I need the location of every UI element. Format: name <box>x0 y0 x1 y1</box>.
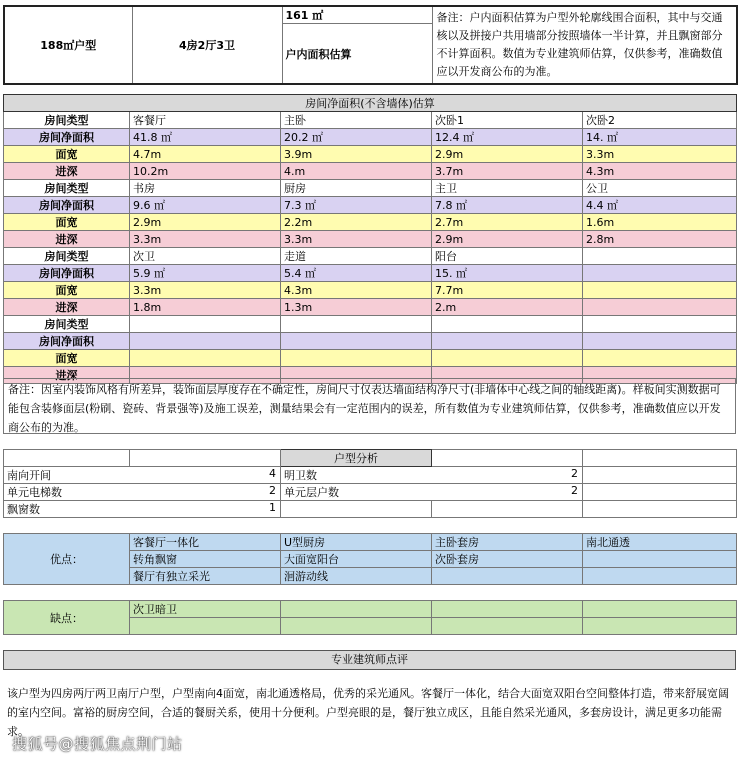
row-label: 进深 <box>4 163 130 180</box>
row-label: 面宽 <box>4 146 130 163</box>
room-cell: 15. ㎡ <box>432 265 583 282</box>
cons-item <box>130 618 281 635</box>
room-cell: 41.8 ㎡ <box>130 129 281 146</box>
room-cell <box>130 350 281 367</box>
room-depth-row <box>4 231 737 248</box>
analysis-value: 2 <box>571 484 578 497</box>
analysis-value: 4 <box>269 467 276 480</box>
room-section-title: 房间净面积(不含墙体)估算 <box>4 95 737 112</box>
row-label: 房间类型 <box>4 112 130 129</box>
room-cell: 3.9m <box>281 146 432 163</box>
pros-item: 餐厅有独立采光 <box>130 568 281 585</box>
room-cell: 书房 <box>130 180 281 197</box>
room-cell: 2.m <box>432 299 583 316</box>
room-depth-row <box>4 299 737 316</box>
room-width-row <box>4 282 737 299</box>
row-label: 面宽 <box>4 282 130 299</box>
analysis-value: 2 <box>269 484 276 497</box>
room-area-row <box>4 197 737 214</box>
room-cell: 公卫 <box>583 180 737 197</box>
room-cell: 10.2m <box>130 163 281 180</box>
room-note: 备注：因室内装饰风格有所差异，装饰面层厚度存在不确定性，房间尺寸仅表达墙面结构净尺寸(非墙体中心线之间的轴线距离)。样板间实测数据可能包含装修面层(粉刷、瓷砖、背景强等)及施工误差，测量结果会有一定范围内的误差，所有数值为专业建筑师估算，仅供参考，准确数值应以开发商公布的为准。 <box>3 378 736 434</box>
room-cell: 5.9 ㎡ <box>130 265 281 282</box>
cons-label: 缺点： <box>4 601 130 635</box>
room-cell: 7.7m <box>432 282 583 299</box>
room-width-row <box>4 146 737 163</box>
analysis-value: 1 <box>269 501 276 514</box>
row-label: 房间类型 <box>4 316 130 333</box>
room-cell: 1.8m <box>130 299 281 316</box>
layout-name: 188㎡户型 <box>4 6 132 84</box>
analysis-row-1-right <box>281 467 583 484</box>
room-type-row <box>4 316 737 333</box>
room-cell: 9.6 ㎡ <box>130 197 281 214</box>
review-text: 该户型为四房两厅两卫南厅户型，户型南向4面宽，南北通透格局，优秀的采光通风。客餐厅一体化，结合大面宽双阳台空间整体打造，带来舒展宽阔的室内空间。富裕的厨房空间，合适的餐厨关系，使用十分便利。户型亮眼的是，餐厅独立成区，且能自然采光通风，多套房设计，满足更多功能需求。 <box>7 687 729 738</box>
room-area-row <box>4 333 737 350</box>
room-cell <box>432 333 583 350</box>
pros-item <box>583 568 737 585</box>
room-cell: 3.3m <box>281 231 432 248</box>
room-cell: 4.m <box>281 163 432 180</box>
pros-item: 主卧套房 <box>432 534 583 551</box>
header-table <box>3 5 738 85</box>
room-cell <box>583 299 737 316</box>
room-cell: 4.3m <box>281 282 432 299</box>
pros-table <box>3 533 737 585</box>
room-cell: 4.3m <box>583 163 737 180</box>
room-cell <box>583 350 737 367</box>
analysis-title: 户型分析 <box>281 450 432 467</box>
room-cell: 1.3m <box>281 299 432 316</box>
room-cell: 4.4 ㎡ <box>583 197 737 214</box>
room-cell: 2.9m <box>130 214 281 231</box>
cons-item <box>281 601 432 618</box>
room-count: 4房2厅3卫 <box>132 6 282 84</box>
pros-item: 客餐厅一体化 <box>130 534 281 551</box>
room-cell: 7.3 ㎡ <box>281 197 432 214</box>
analysis-row-1-left <box>4 467 281 484</box>
analysis-label: 明卫数 <box>284 469 317 482</box>
room-cell: 14. ㎡ <box>583 129 737 146</box>
room-cell <box>432 350 583 367</box>
room-cell: 5.4 ㎡ <box>281 265 432 282</box>
room-cell: 2.8m <box>583 231 737 248</box>
room-area-table <box>3 94 737 384</box>
room-cell: 走道 <box>281 248 432 265</box>
room-cell: 3.7m <box>432 163 583 180</box>
analysis-row-3-left <box>4 501 281 518</box>
area-label: 户内面积估算 <box>282 24 432 85</box>
room-type-row <box>4 180 737 197</box>
analysis-value: 2 <box>571 467 578 480</box>
row-label: 面宽 <box>4 214 130 231</box>
area-value: 161 ㎡ <box>282 6 432 24</box>
watermark-text: 搜狐号@搜狐焦点荆门站 <box>12 735 183 753</box>
pros-item <box>432 568 583 585</box>
room-cell <box>281 333 432 350</box>
row-label: 房间类型 <box>4 248 130 265</box>
room-cell: 次卧1 <box>432 112 583 129</box>
pros-label: 优点： <box>4 534 130 585</box>
room-cell <box>583 316 737 333</box>
room-cell: 4.7m <box>130 146 281 163</box>
analysis-label: 飘窗数 <box>7 503 40 516</box>
cons-item <box>432 618 583 635</box>
cons-item: 次卫暗卫 <box>130 601 281 618</box>
row-label: 进深 <box>4 231 130 248</box>
room-cell: 主卫 <box>432 180 583 197</box>
row-label: 进深 <box>4 367 130 384</box>
row-label: 房间净面积 <box>4 197 130 214</box>
room-type-row <box>4 112 737 129</box>
room-cell <box>432 316 583 333</box>
analysis-label: 单元电梯数 <box>7 486 62 499</box>
room-depth-row <box>4 163 737 180</box>
room-area-row <box>4 129 737 146</box>
room-cell <box>130 333 281 350</box>
room-cell: 2.9m <box>432 146 583 163</box>
room-cell <box>281 316 432 333</box>
room-cell: 客餐厅 <box>130 112 281 129</box>
pros-item: 大面宽阳台 <box>281 551 432 568</box>
room-cell <box>281 350 432 367</box>
room-cell: 2.7m <box>432 214 583 231</box>
review-title: 专业建筑师点评 <box>3 650 736 670</box>
room-cell: 主卧 <box>281 112 432 129</box>
row-label: 房间净面积 <box>4 333 130 350</box>
cons-item <box>432 601 583 618</box>
room-cell <box>583 333 737 350</box>
room-cell: 3.3m <box>583 146 737 163</box>
room-type-row <box>4 248 737 265</box>
pros-item: U型厨房 <box>281 534 432 551</box>
row-label: 房间类型 <box>4 180 130 197</box>
room-cell <box>130 316 281 333</box>
analysis-row-2-right <box>281 484 583 501</box>
room-cell: 1.6m <box>583 214 737 231</box>
row-label: 面宽 <box>4 350 130 367</box>
room-cell <box>583 282 737 299</box>
cons-item <box>583 601 737 618</box>
pros-item <box>583 551 737 568</box>
room-width-row <box>4 350 737 367</box>
room-cell <box>583 248 737 265</box>
room-cell: 次卧2 <box>583 112 737 129</box>
pros-item: 南北通透 <box>583 534 737 551</box>
row-label: 进深 <box>4 299 130 316</box>
room-cell <box>583 265 737 282</box>
room-cell: 7.8 ㎡ <box>432 197 583 214</box>
pros-item: 次卧套房 <box>432 551 583 568</box>
row-label: 房间净面积 <box>4 265 130 282</box>
room-area-row <box>4 265 737 282</box>
header-note: 备注：户内面积估算为户型外轮廓线围合面积，其中与交通核以及拼接户共用墙部分按照墙体一半计算，并且飘窗部分不计算面积。数值为专业建筑师估算，仅供参考，准确数值应以开发商公布的为准。 <box>432 6 737 84</box>
row-label: 房间净面积 <box>4 129 130 146</box>
cons-item <box>281 618 432 635</box>
room-cell: 20.2 ㎡ <box>281 129 432 146</box>
room-cell: 12.4 ㎡ <box>432 129 583 146</box>
cons-item <box>583 618 737 635</box>
room-cell: 2.2m <box>281 214 432 231</box>
analysis-table <box>3 449 737 518</box>
room-cell: 3.3m <box>130 282 281 299</box>
room-cell: 厨房 <box>281 180 432 197</box>
room-cell: 3.3m <box>130 231 281 248</box>
room-cell: 阳台 <box>432 248 583 265</box>
pros-item: 转角飘窗 <box>130 551 281 568</box>
analysis-label: 单元层户数 <box>284 486 339 499</box>
analysis-label: 南向开间 <box>7 469 51 482</box>
cons-table <box>3 600 737 635</box>
room-cell: 次卫 <box>130 248 281 265</box>
pros-item: 洄游动线 <box>281 568 432 585</box>
analysis-row-2-left <box>4 484 281 501</box>
room-width-row <box>4 214 737 231</box>
room-cell: 2.9m <box>432 231 583 248</box>
